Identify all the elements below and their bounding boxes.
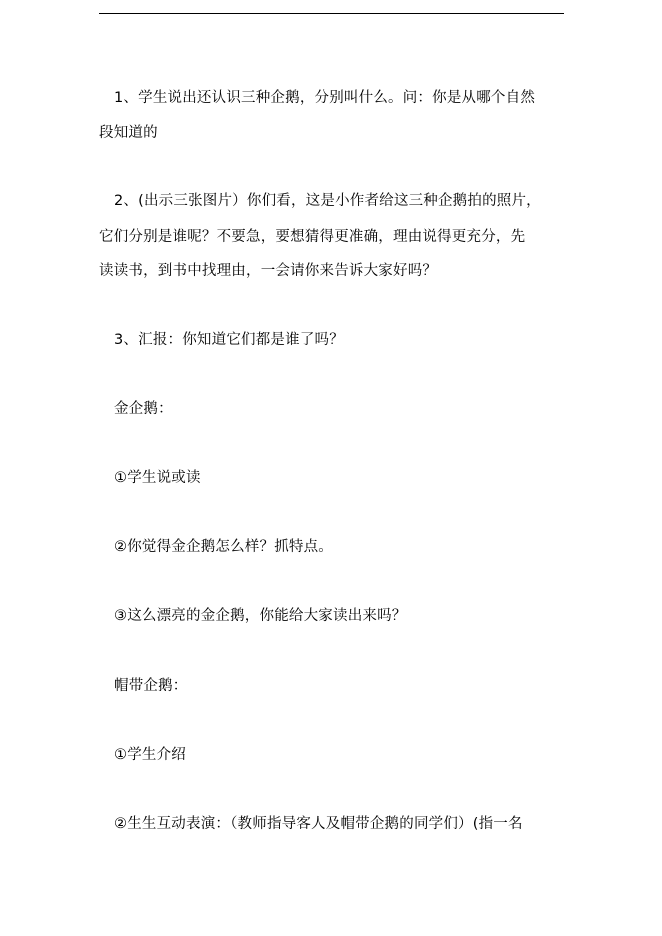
paragraph-2-line-2: 它们分别是谁呢？不要急，要想猜得更准确，理由说得更充分，先	[99, 229, 526, 245]
list-item: ③这么漂亮的金企鹅，你能给大家读出来吗？	[114, 608, 407, 624]
paragraph-1-line-2: 段知道的	[99, 125, 158, 141]
paragraph-1-line-1: 1、学生说出还认识三种企鹅，分别叫什么。问：你是从哪个自然	[114, 90, 536, 106]
section-heading-gold-penguin: 金企鹅：	[114, 401, 173, 417]
paragraph-2-line-1: 2、(出示三张图片）你们看，这是小作者给这三种企鹅拍的照片，	[114, 193, 541, 209]
header-rule	[99, 13, 564, 14]
paragraph-2-line-3: 读读书，到书中找理由，一会请你来告诉大家好吗？	[99, 263, 438, 279]
section-heading-chinstrap-penguin: 帽带企鹅：	[114, 678, 188, 694]
list-item: ②生生互动表演：（教师指导客人及帽带企鹅的同学们）(指一名	[114, 816, 523, 832]
list-item: ①学生介绍	[114, 747, 186, 763]
list-item: ②你觉得金企鹅怎么样？抓特点。	[114, 539, 333, 555]
list-item: ①学生说或读	[114, 470, 201, 486]
paragraph-3: 3、汇报：你知道它们都是谁了吗？	[114, 332, 344, 348]
